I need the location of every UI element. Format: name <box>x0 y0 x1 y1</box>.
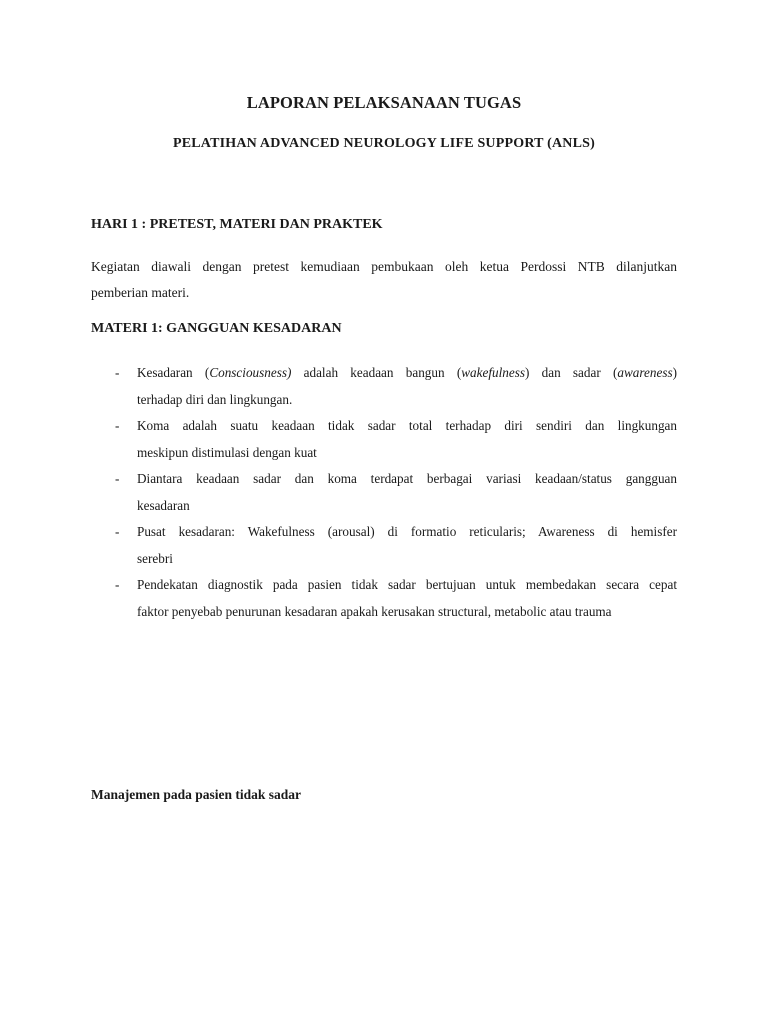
list-item <box>91 466 677 519</box>
bullet-list <box>91 360 677 625</box>
intro-line-1: Kegiatan diawali dengan pretest kemudiaan pembukaan oleh ketua Perdossi NTB dilanjutkan <box>91 259 677 274</box>
management-heading: Manajemen pada pasien tidak sadar <box>91 787 302 802</box>
text-run: ) <box>672 365 677 380</box>
list-item <box>91 519 677 572</box>
text-run: adalah keadaan bangun ( <box>291 365 462 380</box>
bullet-line-2: kesadaran <box>137 497 190 513</box>
list-item <box>91 360 677 413</box>
bullet-dash: - <box>115 365 120 380</box>
text-run: Kesadaran ( <box>137 365 210 380</box>
intro-line-2: pemberian materi. <box>91 285 190 300</box>
bullet-line-1: Diantara keadaan sadar dan koma terdapat berbagai variasi keadaan/status gangguan <box>137 471 677 486</box>
bullet-dash: - <box>115 418 120 433</box>
day-heading: HARI 1 : PRETEST, MATERI DAN PRAKTEK <box>91 217 383 232</box>
bullet-line-1: Pendekatan diagnostik pada pasien tidak sadar bertujuan untuk membedakan secara cepat <box>137 577 677 592</box>
document-title: LAPORAN PELAKSANAAN TUGAS <box>246 93 522 112</box>
bullet-line-2: terhadap diri dan lingkungan. <box>137 391 293 407</box>
list-item <box>91 572 677 625</box>
bullet-line-2: faktor penyebab penurunan kesadaran apakah kerusakan structural, metabolic atau trauma <box>137 603 612 619</box>
bullet-line-1: Pusat kesadaran: Wakefulness (arousal) di formatio reticularis; Awareness di hemisfer <box>137 524 677 539</box>
bullet-dash: - <box>115 471 120 486</box>
bullet-line-1: Koma adalah suatu keadaan tidak sadar total terhadap diri sendiri dan lingkungan <box>137 418 677 433</box>
italic-term: awareness <box>617 365 673 380</box>
text-run: ) dan sadar ( <box>524 365 618 380</box>
bullet-line-2: serebri <box>137 550 173 566</box>
bullet-dash: - <box>115 524 120 539</box>
italic-term: wakefulness <box>461 365 525 380</box>
list-item <box>91 413 677 466</box>
materi-heading: MATERI 1: GANGGUAN KESADARAN <box>91 321 342 336</box>
bullet-line-1 <box>137 360 677 387</box>
bullet-dash: - <box>115 577 120 592</box>
italic-term: Consciousness) <box>209 365 292 380</box>
intro-paragraph <box>91 254 677 306</box>
bullet-line-2: meskipun distimulasi dengan kuat <box>137 444 317 460</box>
document-subtitle: PELATIHAN ADVANCED NEUROLOGY LIFE SUPPORT (ANLS) <box>172 136 596 151</box>
